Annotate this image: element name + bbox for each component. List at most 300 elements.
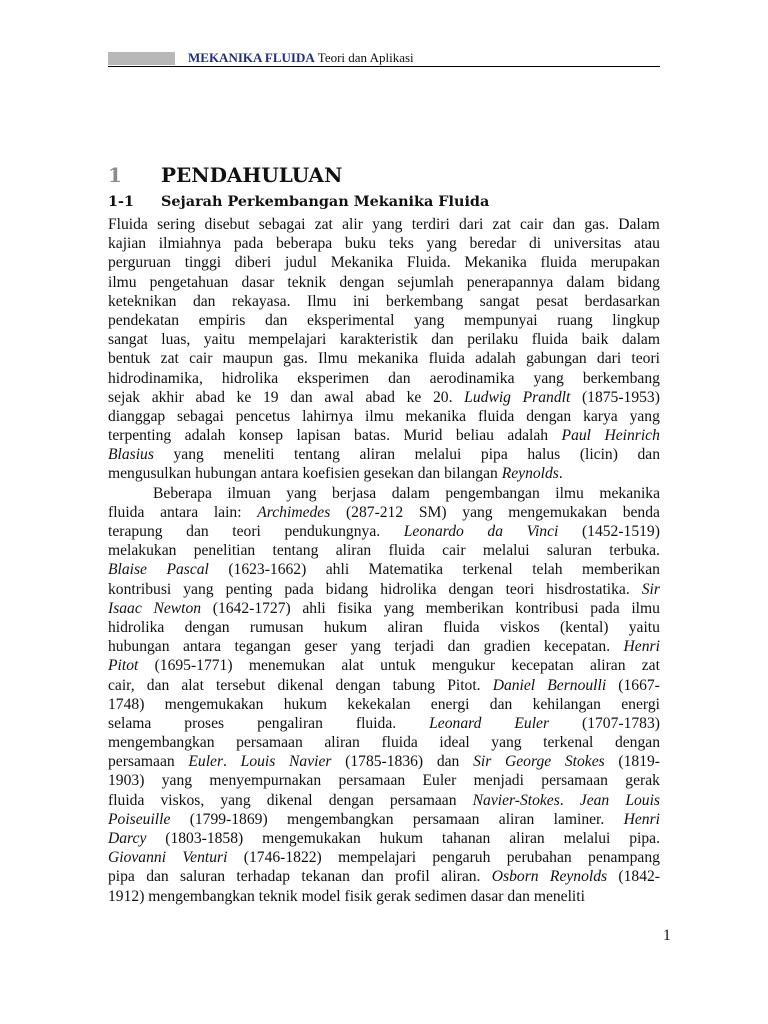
word: aliran: [498, 810, 535, 828]
word: di: [528, 235, 542, 253]
text-line: [108, 234, 660, 253]
word: abad: [195, 388, 225, 406]
word: dan: [552, 216, 576, 233]
word: yang: [350, 638, 381, 656]
word: Louis: [625, 791, 660, 809]
word: Murid: [403, 427, 443, 445]
word: akhir: [151, 388, 184, 406]
word: Reynolds: [549, 868, 608, 886]
text-line: [108, 215, 660, 234]
word: aliran: [387, 618, 423, 636]
word: yang: [533, 369, 564, 387]
word: yang: [462, 503, 493, 521]
word: sering: [157, 216, 196, 233]
word: ilmu: [108, 273, 137, 291]
word: ahli: [302, 599, 326, 617]
word: sangat: [479, 292, 520, 310]
word: dengan: [184, 618, 230, 636]
word: menemukan: [248, 657, 326, 675]
word: cair: [442, 542, 466, 560]
word: yang: [629, 407, 660, 425]
word: dalam: [391, 484, 430, 502]
word: melakukan: [108, 542, 177, 560]
word: tentang: [272, 542, 319, 560]
word: adalah: [507, 427, 549, 445]
text-line: [108, 541, 660, 560]
word: bidang: [325, 580, 369, 598]
word: 1748): [108, 695, 145, 713]
word: meneliti: [533, 887, 585, 905]
text-line: [108, 407, 660, 426]
word: berkembang: [386, 292, 464, 310]
header-rule: [108, 66, 660, 67]
word: penting: [225, 580, 273, 598]
word: aliran: [335, 542, 372, 560]
word: tersebut: [216, 676, 266, 694]
word: mempunyai: [463, 311, 538, 329]
word: eksperimental: [307, 311, 395, 329]
word: mengemukakan: [164, 695, 264, 713]
word: dengan: [614, 734, 660, 752]
word: Blaise: [108, 561, 147, 579]
word: menyempurnakan: [209, 772, 322, 790]
word: (1803-1858): [165, 830, 244, 847]
word: yang: [414, 311, 445, 329]
word: terhadap: [236, 868, 291, 886]
chapter-heading: [108, 160, 342, 190]
text-line: [108, 676, 660, 695]
word: Paul: [561, 427, 591, 445]
word: Navier: [289, 753, 332, 771]
word: cair: [519, 216, 544, 233]
word: dan: [192, 292, 216, 310]
word: Euler.: [188, 753, 227, 771]
word: Fluida.: [406, 254, 451, 272]
word: perguruan: [108, 254, 171, 272]
word: Mekanika: [464, 254, 527, 272]
word: dan: [489, 695, 513, 713]
word: pada: [233, 235, 264, 253]
word: rekayasa.: [232, 292, 291, 310]
word: (1819-: [618, 753, 660, 771]
word: gerak: [625, 772, 660, 790]
word: Ludwig: [464, 388, 511, 406]
word: pengetahuan: [149, 273, 229, 291]
word: hukum: [379, 830, 423, 847]
word: dan: [186, 523, 209, 540]
body-text: [108, 215, 660, 906]
word: yaitu: [628, 618, 660, 636]
word: dan: [146, 676, 170, 694]
word: (1695-1771): [154, 657, 233, 675]
word: yang: [286, 484, 317, 502]
header-book-subtitle: Teori dan Aplikasi: [317, 50, 414, 65]
word: ilmu: [365, 407, 394, 425]
word: dan: [431, 331, 454, 349]
word: Osborn: [491, 868, 539, 886]
word: gerak: [376, 887, 411, 905]
word: Mekanika: [330, 254, 394, 272]
text-line: [108, 867, 660, 886]
word: dalam: [621, 331, 660, 349]
word: aliran: [509, 830, 545, 847]
word: universitas: [553, 235, 622, 253]
word: teknik: [258, 887, 298, 905]
word: ini: [353, 292, 370, 310]
word: memberikan: [425, 599, 504, 617]
word: 1912): [108, 887, 145, 905]
word: profil: [395, 868, 430, 886]
word: Bernoulli: [547, 676, 607, 694]
word: ilmu: [555, 484, 584, 502]
word: saluran: [180, 868, 226, 886]
word: dikenal: [277, 676, 324, 694]
word: persamaan: [338, 772, 406, 790]
word: yang: [183, 580, 214, 598]
word: mengembangkan: [148, 887, 255, 905]
word: lingkup: [612, 311, 660, 329]
word: lapisan: [296, 427, 341, 445]
word: proses: [184, 714, 225, 732]
word: Newton: [153, 599, 202, 617]
word: gesekan: [363, 465, 414, 483]
word: bidang: [617, 273, 660, 291]
text-line: [108, 349, 660, 368]
word: energi: [430, 695, 470, 713]
word: keteknikan: [108, 292, 177, 310]
word: (1746-1822): [243, 849, 322, 867]
word: kajian: [108, 235, 147, 253]
word: fluida: [443, 618, 480, 636]
word: terbuka.: [609, 542, 660, 560]
word: dari: [459, 216, 484, 233]
word: kehilangan: [532, 695, 601, 713]
word: sebagai: [177, 407, 224, 425]
word: yang: [161, 772, 193, 790]
word: Sir: [473, 753, 492, 771]
word: perubahan: [506, 849, 572, 867]
word: hidrolika: [108, 618, 165, 636]
word: sebagai: [258, 216, 306, 233]
word: telah: [532, 561, 563, 579]
word: judul: [284, 254, 318, 272]
word: Ilmu: [307, 292, 337, 310]
text-line: [108, 503, 660, 522]
word: laminer.: [553, 810, 605, 828]
text-line: [108, 580, 660, 599]
word: cair,: [108, 676, 135, 694]
text-line: [108, 848, 660, 867]
word: pada: [284, 580, 314, 598]
word: persamaan: [541, 772, 608, 790]
word: tahanan: [441, 830, 491, 847]
word: antara: [160, 503, 199, 521]
word: antara: [260, 465, 299, 483]
word: kecepatan.: [543, 638, 611, 656]
word: zat: [641, 657, 660, 675]
word: Jean: [579, 791, 610, 809]
word: adalah: [184, 427, 226, 445]
word: dan: [361, 868, 384, 886]
word: Euler: [514, 714, 550, 732]
word: yaitu: [203, 331, 235, 349]
word: (1842-: [618, 868, 660, 886]
word: (287-212: [345, 503, 404, 521]
word: terkenal: [543, 734, 594, 752]
word: batas.: [354, 427, 390, 445]
word: tabung: [392, 676, 436, 694]
word: berjasa: [332, 484, 377, 502]
word: perilaku: [467, 331, 519, 349]
word: aliran: [359, 446, 395, 464]
word: (1452-1519): [581, 523, 660, 540]
word: Dalam: [618, 216, 660, 233]
word: menjadi: [473, 772, 524, 790]
text-line: [108, 637, 660, 656]
word: yang: [491, 734, 522, 752]
word: buku: [344, 235, 377, 253]
paragraph: [108, 215, 660, 484]
word: persamaan: [412, 810, 480, 828]
page-number: 1: [663, 927, 671, 944]
text-line: [108, 714, 660, 733]
text-line: [108, 695, 660, 714]
word: dengan: [339, 273, 385, 291]
word: dan: [417, 465, 441, 483]
word: hubungan: [195, 465, 257, 483]
word: mempelajari: [248, 331, 327, 349]
word: teori: [505, 580, 535, 598]
word: pencetus: [235, 407, 291, 425]
word: zat: [314, 216, 333, 233]
word: aerodinamika: [429, 369, 515, 387]
word: mengemukakan: [262, 830, 361, 847]
word: fluida: [388, 542, 425, 560]
word: fluida.: [355, 714, 397, 732]
word: pipa: [480, 446, 508, 464]
word: dari: [596, 350, 622, 368]
word: sejumlah: [397, 273, 454, 291]
word: Prandlt: [522, 388, 571, 406]
word: fluida: [428, 350, 465, 368]
text-line: [108, 464, 660, 483]
word: penelitian: [193, 542, 256, 560]
word: George: [504, 753, 552, 771]
word: mekanika: [357, 350, 419, 368]
word: alat: [341, 657, 364, 675]
word: terdiri: [411, 216, 450, 233]
word: teori: [232, 523, 261, 540]
word: fisik: [344, 887, 373, 905]
word: cair: [189, 350, 213, 368]
word: Pascal: [166, 561, 209, 579]
word: (1667-: [618, 676, 660, 694]
section-number: 1-1: [108, 193, 134, 210]
word: ke: [406, 388, 422, 406]
word: diberi: [234, 254, 272, 272]
word: pengaliran: [257, 714, 323, 732]
word: tekanan: [301, 868, 350, 886]
word: maupun: [222, 350, 273, 368]
word: pipa: [108, 868, 135, 886]
word: benda: [622, 503, 660, 521]
word: dan: [264, 311, 288, 329]
word: tinggi: [184, 254, 222, 272]
word: yang: [220, 791, 251, 809]
text-line: [108, 887, 660, 906]
text-line: [108, 388, 660, 407]
word: teks: [388, 235, 414, 253]
word: kontribusi: [108, 580, 172, 598]
word: baik: [581, 331, 609, 349]
word: abad: [365, 388, 395, 406]
word: fluida: [477, 407, 515, 425]
word: pipa.: [629, 830, 660, 847]
word: saluran: [546, 542, 592, 560]
word: yang: [383, 599, 415, 617]
word: melalui: [414, 446, 462, 464]
text-line: [108, 522, 660, 541]
word: Leonardo: [403, 523, 464, 540]
word: meneliti: [223, 446, 275, 464]
word: mengembangkan: [286, 810, 394, 828]
word: mengemukakan: [508, 503, 607, 521]
word: hidrodinamika,: [108, 369, 203, 387]
word: 1903): [108, 772, 145, 790]
word: dan: [447, 638, 471, 656]
word: mekanika: [599, 484, 660, 502]
word: Pitot: [108, 657, 139, 675]
word: karya: [583, 407, 618, 425]
word: kecepatan: [511, 657, 574, 675]
text-line: [108, 829, 660, 848]
word: yang: [426, 235, 457, 253]
word: persamaan: [108, 753, 175, 771]
word: dasar: [241, 273, 275, 291]
word: melalui: [482, 542, 530, 560]
word: sejak: [108, 388, 141, 406]
word: (1875-1953): [581, 388, 660, 406]
word: karakteristik: [339, 331, 418, 349]
word: dan: [507, 887, 530, 905]
word: viskos,: [160, 791, 205, 809]
word: Reynolds.: [501, 465, 563, 483]
text-line: [108, 292, 660, 311]
word: Venturi: [182, 849, 228, 867]
word: dan: [290, 388, 313, 406]
word: Blasius: [108, 446, 154, 464]
word: dan: [436, 753, 460, 771]
word: teknik: [287, 273, 327, 291]
word: beredar: [469, 235, 517, 253]
word: bentuk: [108, 350, 151, 368]
word: fisika: [337, 599, 373, 617]
word: beberapa: [275, 235, 333, 253]
word: gas.: [283, 350, 308, 368]
word: dengan: [335, 676, 381, 694]
word: hukum: [283, 695, 328, 713]
word: dengan: [448, 580, 494, 598]
word: mengukur: [431, 657, 496, 675]
word: antara: [182, 638, 222, 656]
word: persamaan: [236, 734, 303, 752]
text-line: [108, 752, 660, 771]
word: disebut: [204, 216, 250, 233]
word: ruang: [557, 311, 593, 329]
word: Navier-Stokes.: [472, 791, 564, 809]
word: alat: [181, 676, 204, 694]
word: pada: [590, 599, 620, 617]
word: dengan: [526, 407, 572, 425]
word: Henri: [623, 810, 660, 828]
word: sedimen: [414, 887, 467, 905]
word: kontribusi: [515, 599, 579, 617]
word: zat: [160, 350, 179, 368]
word: berdasarkan: [584, 292, 660, 310]
word: mekanika: [405, 407, 467, 425]
text-line: [108, 311, 660, 330]
text-line: [108, 656, 660, 675]
chapter-title: PENDAHULUAN: [161, 163, 343, 187]
word: lahirnya: [302, 407, 354, 425]
word: terkenal: [462, 561, 513, 579]
word: penampang: [588, 849, 660, 867]
word: Leonard: [429, 714, 482, 732]
word: berkembang: [582, 369, 660, 387]
word: (1707-1783): [582, 714, 660, 732]
word: terjadi: [394, 638, 435, 656]
word: ilmiahnya: [158, 235, 222, 253]
word: (1785-1836): [345, 753, 424, 771]
word: fluida: [108, 791, 145, 809]
word: awal: [324, 388, 354, 406]
word: Daniel: [492, 676, 536, 694]
word: hidrolika: [380, 580, 437, 598]
word: halus: [527, 446, 561, 464]
word: pendekatan: [108, 311, 180, 329]
word: Ilmu: [318, 350, 348, 368]
word: hisdrostatika.: [546, 580, 630, 598]
paragraph: [108, 484, 660, 906]
word: hubungan: [108, 638, 170, 656]
running-header: [188, 50, 414, 66]
word: atau: [634, 235, 660, 253]
word: (1623-1662): [228, 561, 307, 579]
word: untuk: [380, 657, 416, 675]
word: persamaan: [389, 791, 457, 809]
chapter-number: 1: [108, 163, 122, 187]
section-title: Sejarah Perkembangan Mekanika Fluida: [161, 193, 490, 210]
word: (kental): [559, 618, 609, 636]
header-accent-bar: [108, 52, 175, 65]
word: Darcy: [108, 830, 147, 847]
word: zat: [492, 216, 511, 233]
word: kekekalan: [347, 695, 411, 713]
word: pengaruh: [432, 849, 491, 867]
word: eksperimen: [297, 369, 370, 387]
text-line: [108, 560, 660, 579]
word: Sir: [641, 580, 660, 598]
word: selama: [108, 714, 152, 732]
text-line: [108, 253, 660, 272]
word: geser: [304, 638, 338, 656]
text-line: [108, 273, 660, 292]
word: ideal: [439, 734, 470, 752]
word: Fluida: [108, 216, 148, 233]
word: konsep: [238, 427, 283, 445]
word: pendukungnya.: [284, 523, 381, 540]
word: alir: [342, 216, 363, 233]
